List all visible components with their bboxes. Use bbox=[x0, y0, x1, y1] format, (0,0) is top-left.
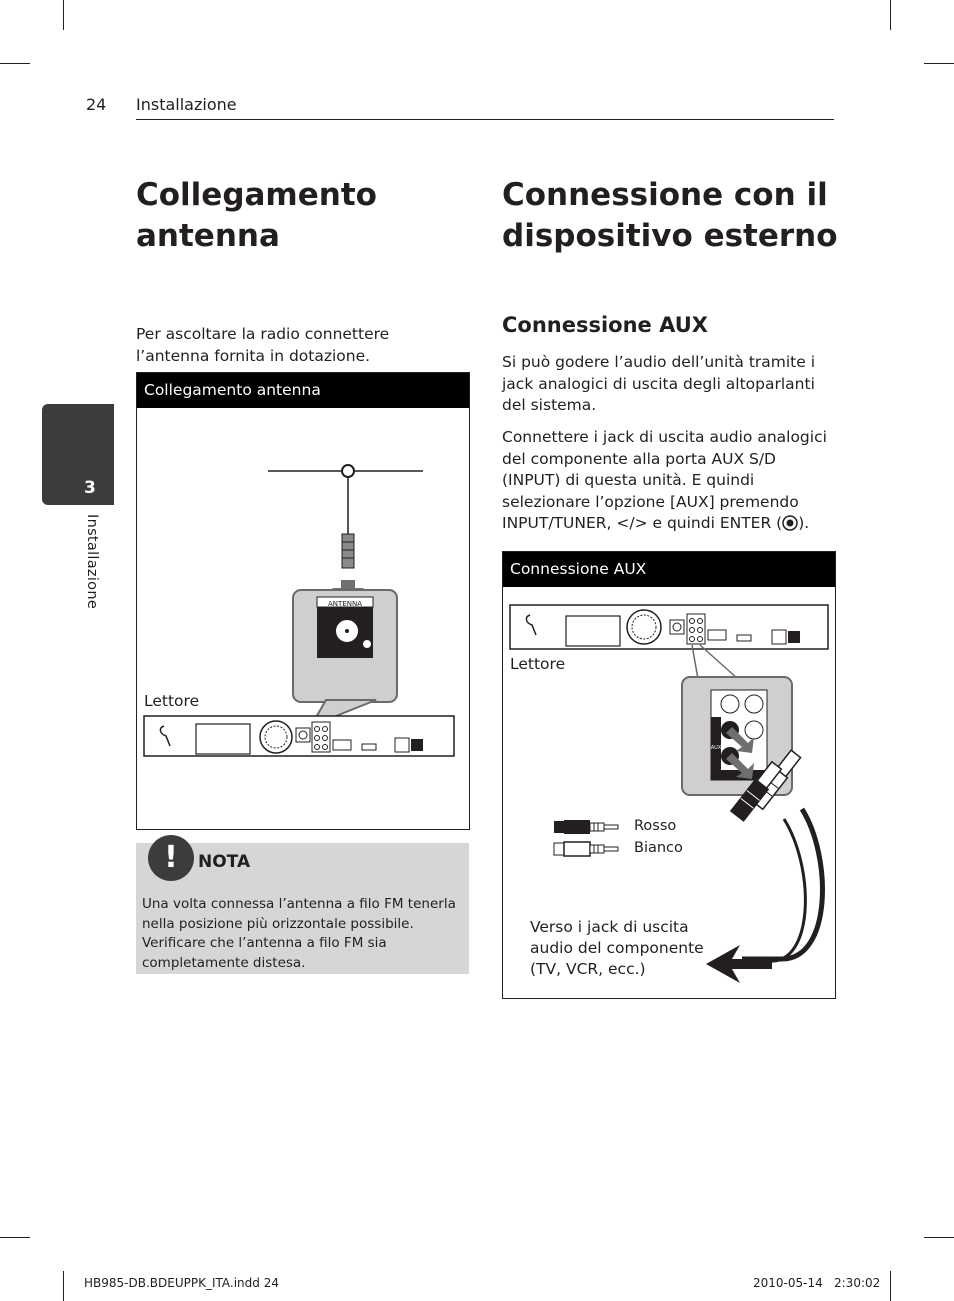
chapter-label: Installazione bbox=[84, 514, 100, 610]
antenna-figure-header: Collegamento antenna bbox=[136, 372, 470, 408]
antenna-plug-icon bbox=[342, 534, 354, 568]
destination-label: Verso i jack di uscita audio del componente (TV, VCR, ecc.) bbox=[530, 918, 704, 978]
exclamation-icon: ! bbox=[148, 835, 194, 881]
enter-icon bbox=[782, 515, 798, 531]
note-text: Una volta connessa l’antenna a filo FM tenerla nella posizione più orizzontale possibile. Verificare che l’antenna a filo FM sia completamente distesa. bbox=[142, 896, 456, 971]
white-cable-label: Bianco bbox=[634, 840, 683, 856]
footer-time: 2:30:02 bbox=[834, 1276, 881, 1290]
antenna-player-label: Lettore bbox=[144, 692, 200, 710]
red-cable-label: Rosso bbox=[634, 818, 677, 834]
note-title: NOTA bbox=[198, 852, 251, 872]
crop-mark bbox=[890, 1271, 891, 1301]
footer-file: HB985-DB.BDEUPPK_ITA.indd 24 bbox=[84, 1276, 279, 1290]
page-number: 24 bbox=[86, 95, 107, 114]
antenna-diagram bbox=[136, 408, 470, 828]
antenna-port-label: ANTENNA bbox=[328, 600, 362, 608]
header-rule bbox=[136, 119, 834, 120]
crop-mark bbox=[0, 63, 30, 64]
svg-text:AUX: AUX bbox=[710, 745, 722, 751]
footer-date: 2010-05-14 bbox=[753, 1276, 823, 1290]
chapter-number: 3 bbox=[84, 478, 96, 498]
aux-figure-header: Connessione AUX bbox=[502, 551, 836, 587]
antenna-title: Collegamento antenna bbox=[136, 177, 377, 254]
crop-mark bbox=[63, 1271, 64, 1301]
running-header-section: Installazione bbox=[136, 95, 237, 114]
chapter-tab bbox=[42, 404, 114, 505]
white-cable-icon bbox=[554, 842, 618, 856]
aux-subtitle: Connessione AUX bbox=[502, 313, 708, 337]
red-cable-icon bbox=[554, 820, 618, 834]
antenna-intro: Per ascoltare la radio connettere l’antenna fornita in dotazione. bbox=[136, 325, 390, 365]
crop-mark bbox=[924, 1237, 954, 1238]
aux-paragraph-2: Connettere i jack di uscita audio analogici del componente alla porta AUX S/D (INPUT) di questa unità. E quindi selezionare l’opzione [AUX] premendo INPUT/TUNER, </> e quindi ENTER ( ). bbox=[502, 428, 827, 532]
aux-paragraph-1: Si può godere l’audio dell’unità tramite i jack analogici di uscita degli altoparlanti del sistema. bbox=[502, 353, 816, 414]
external-device-title: Connessione con il dispositivo esterno bbox=[502, 177, 838, 254]
aux-player-label: Lettore bbox=[510, 655, 566, 673]
crop-mark bbox=[924, 63, 954, 64]
antenna-connector-icon bbox=[342, 465, 354, 477]
crop-mark bbox=[63, 0, 64, 30]
crop-mark bbox=[0, 1237, 30, 1238]
crop-mark bbox=[890, 0, 891, 30]
